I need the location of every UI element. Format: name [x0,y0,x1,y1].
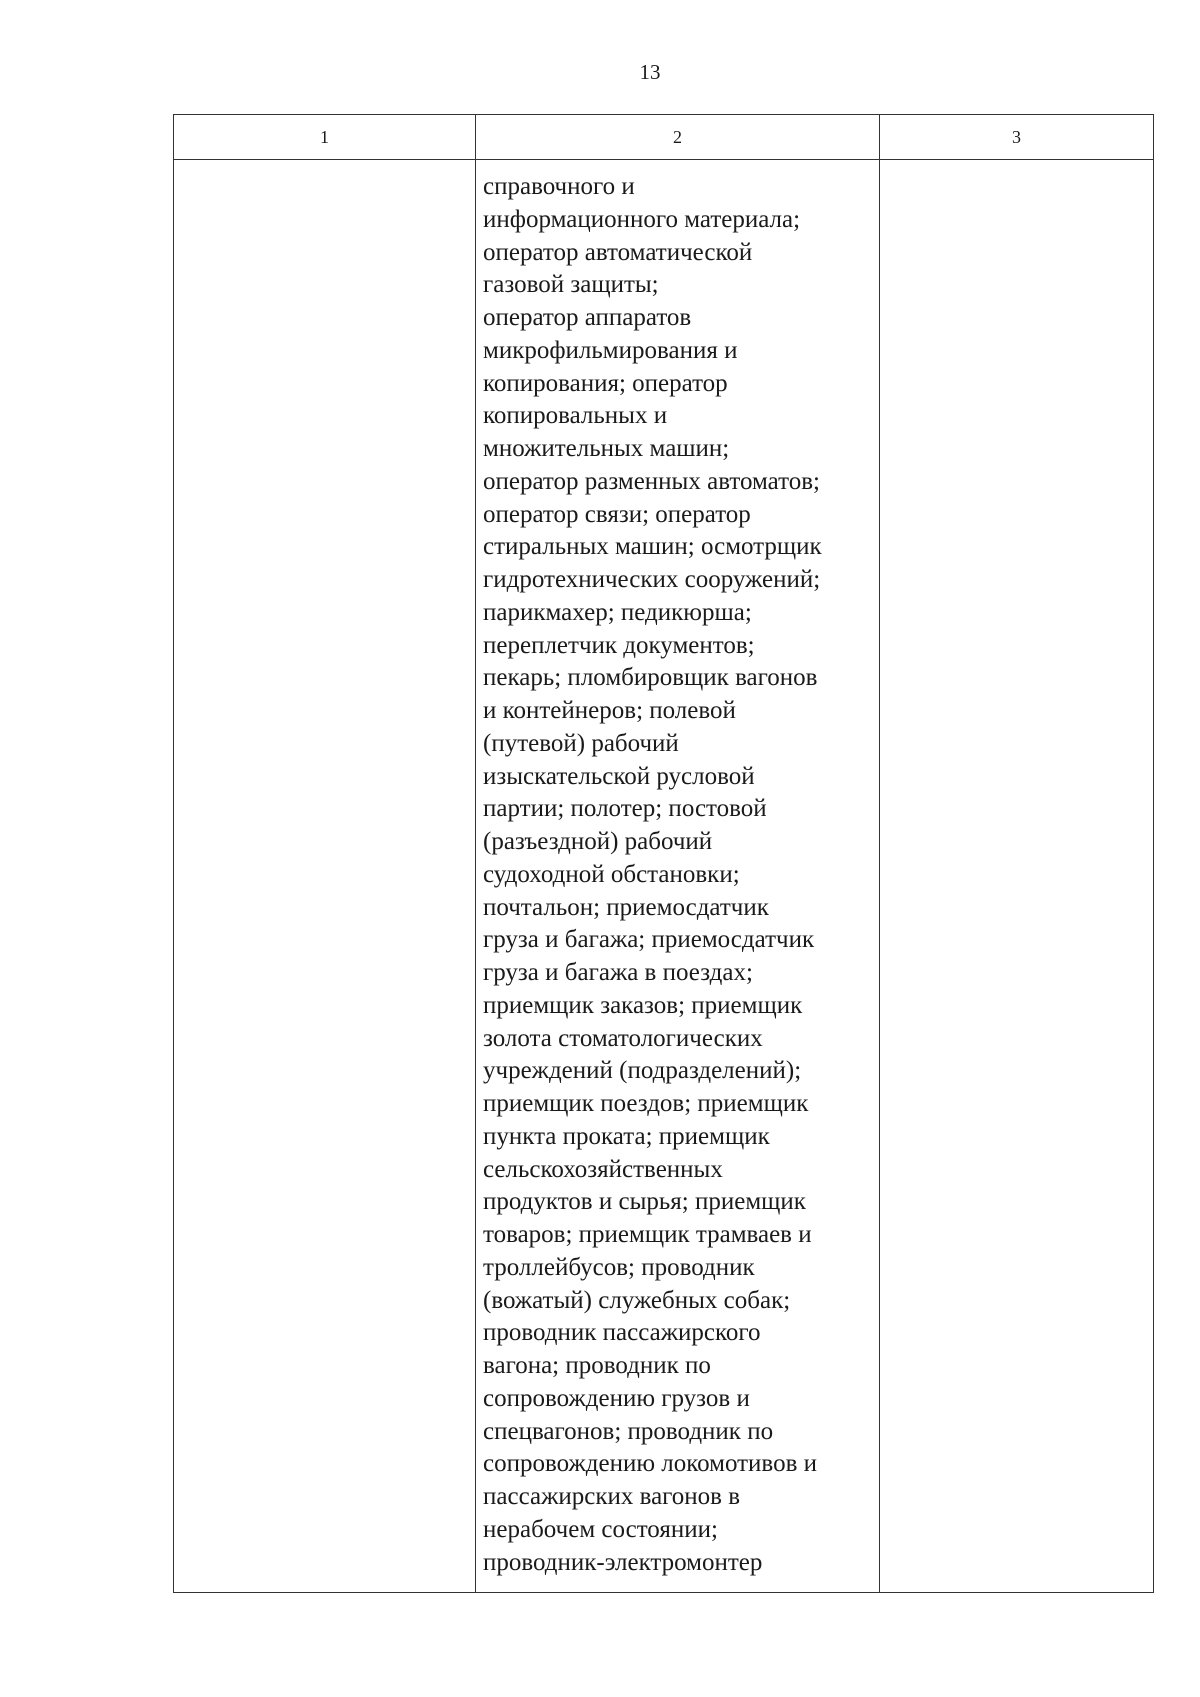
text-line: гидротехнических сооружений; [483,566,821,593]
text-line: оператор разменных автоматов; [483,467,820,495]
text-line: оператор автоматической [483,238,753,266]
text-line: и контейнеров; полевой [483,697,736,724]
text-line: приемщик поездов; приемщик [483,1090,809,1117]
occupation-list [476,160,879,1579]
text-line: сельскохозяйственных [483,1155,723,1183]
text-line: микрофильмирования и [483,336,738,364]
text-line: нерабочем состоянии; [483,1515,718,1543]
column-header-3: 3 [880,115,1154,160]
text-line: сопровождению грузов и [483,1384,750,1412]
text-line: пункта проката; приемщик [483,1122,770,1150]
text-line: спецвагонов; проводник по [483,1417,774,1445]
cell-col-3 [880,160,1154,1593]
text-line: (разъездной) рабочий [483,828,713,855]
text-line: переплетчик документов; [483,631,755,659]
text-line: груза и багажа в поездах; [483,959,753,986]
text-line: справочного и [483,173,635,200]
table-row [174,160,1154,1593]
column-header-1: 1 [174,115,476,160]
text-line: сопровождению локомотивов и [483,1450,817,1478]
text-line: партии; полотер; постовой [483,795,767,823]
page-number: 13 [639,60,661,84]
document-table [173,114,1154,1593]
text-line: газовой защиты; [483,271,659,299]
text-line: информационного материала; [483,205,801,233]
text-line: вагона; проводник по [483,1352,711,1379]
column-header-2: 2 [476,115,880,160]
cell-col-2 [476,160,880,1593]
text-line: проводник пассажирского [483,1319,761,1347]
text-line: копирования; оператор [483,369,728,397]
text-line: стиральных машин; осмотрщик [483,533,822,561]
text-line: (путевой) рабочий [483,729,679,757]
text-line: продуктов и сырья; приемщик [483,1188,806,1216]
cell-col-1 [174,160,476,1593]
text-line: золота стоматологических [483,1024,763,1052]
text-line: оператор аппаратов [483,304,692,331]
text-line: изыскательской русловой [483,762,755,790]
table-header-row [174,115,1154,160]
text-line: товаров; приемщик трамваев и [483,1221,812,1248]
text-line: множительных машин; [483,435,730,462]
text-line: пассажирских вагонов в [483,1483,741,1510]
text-line: парикмахер; педикюрша; [483,598,752,626]
text-line: пекарь; пломбировщик вагонов [483,664,818,692]
text-line: троллейбусов; проводник [483,1253,755,1281]
text-line: копировальных и [483,402,668,430]
text-line: (вожатый) служебных собак; [483,1286,791,1314]
text-line: груза и багажа; приемосдатчик [483,926,815,954]
text-line: оператор связи; оператор [483,500,751,528]
text-line: проводник-электромонтер [483,1548,763,1576]
text-line: почтальон; приемосдатчик [483,893,769,921]
text-line: судоходной обстановки; [483,860,740,888]
text-line: приемщик заказов; приемщик [483,991,803,1019]
text-line: учреждений (подразделений); [483,1057,802,1085]
